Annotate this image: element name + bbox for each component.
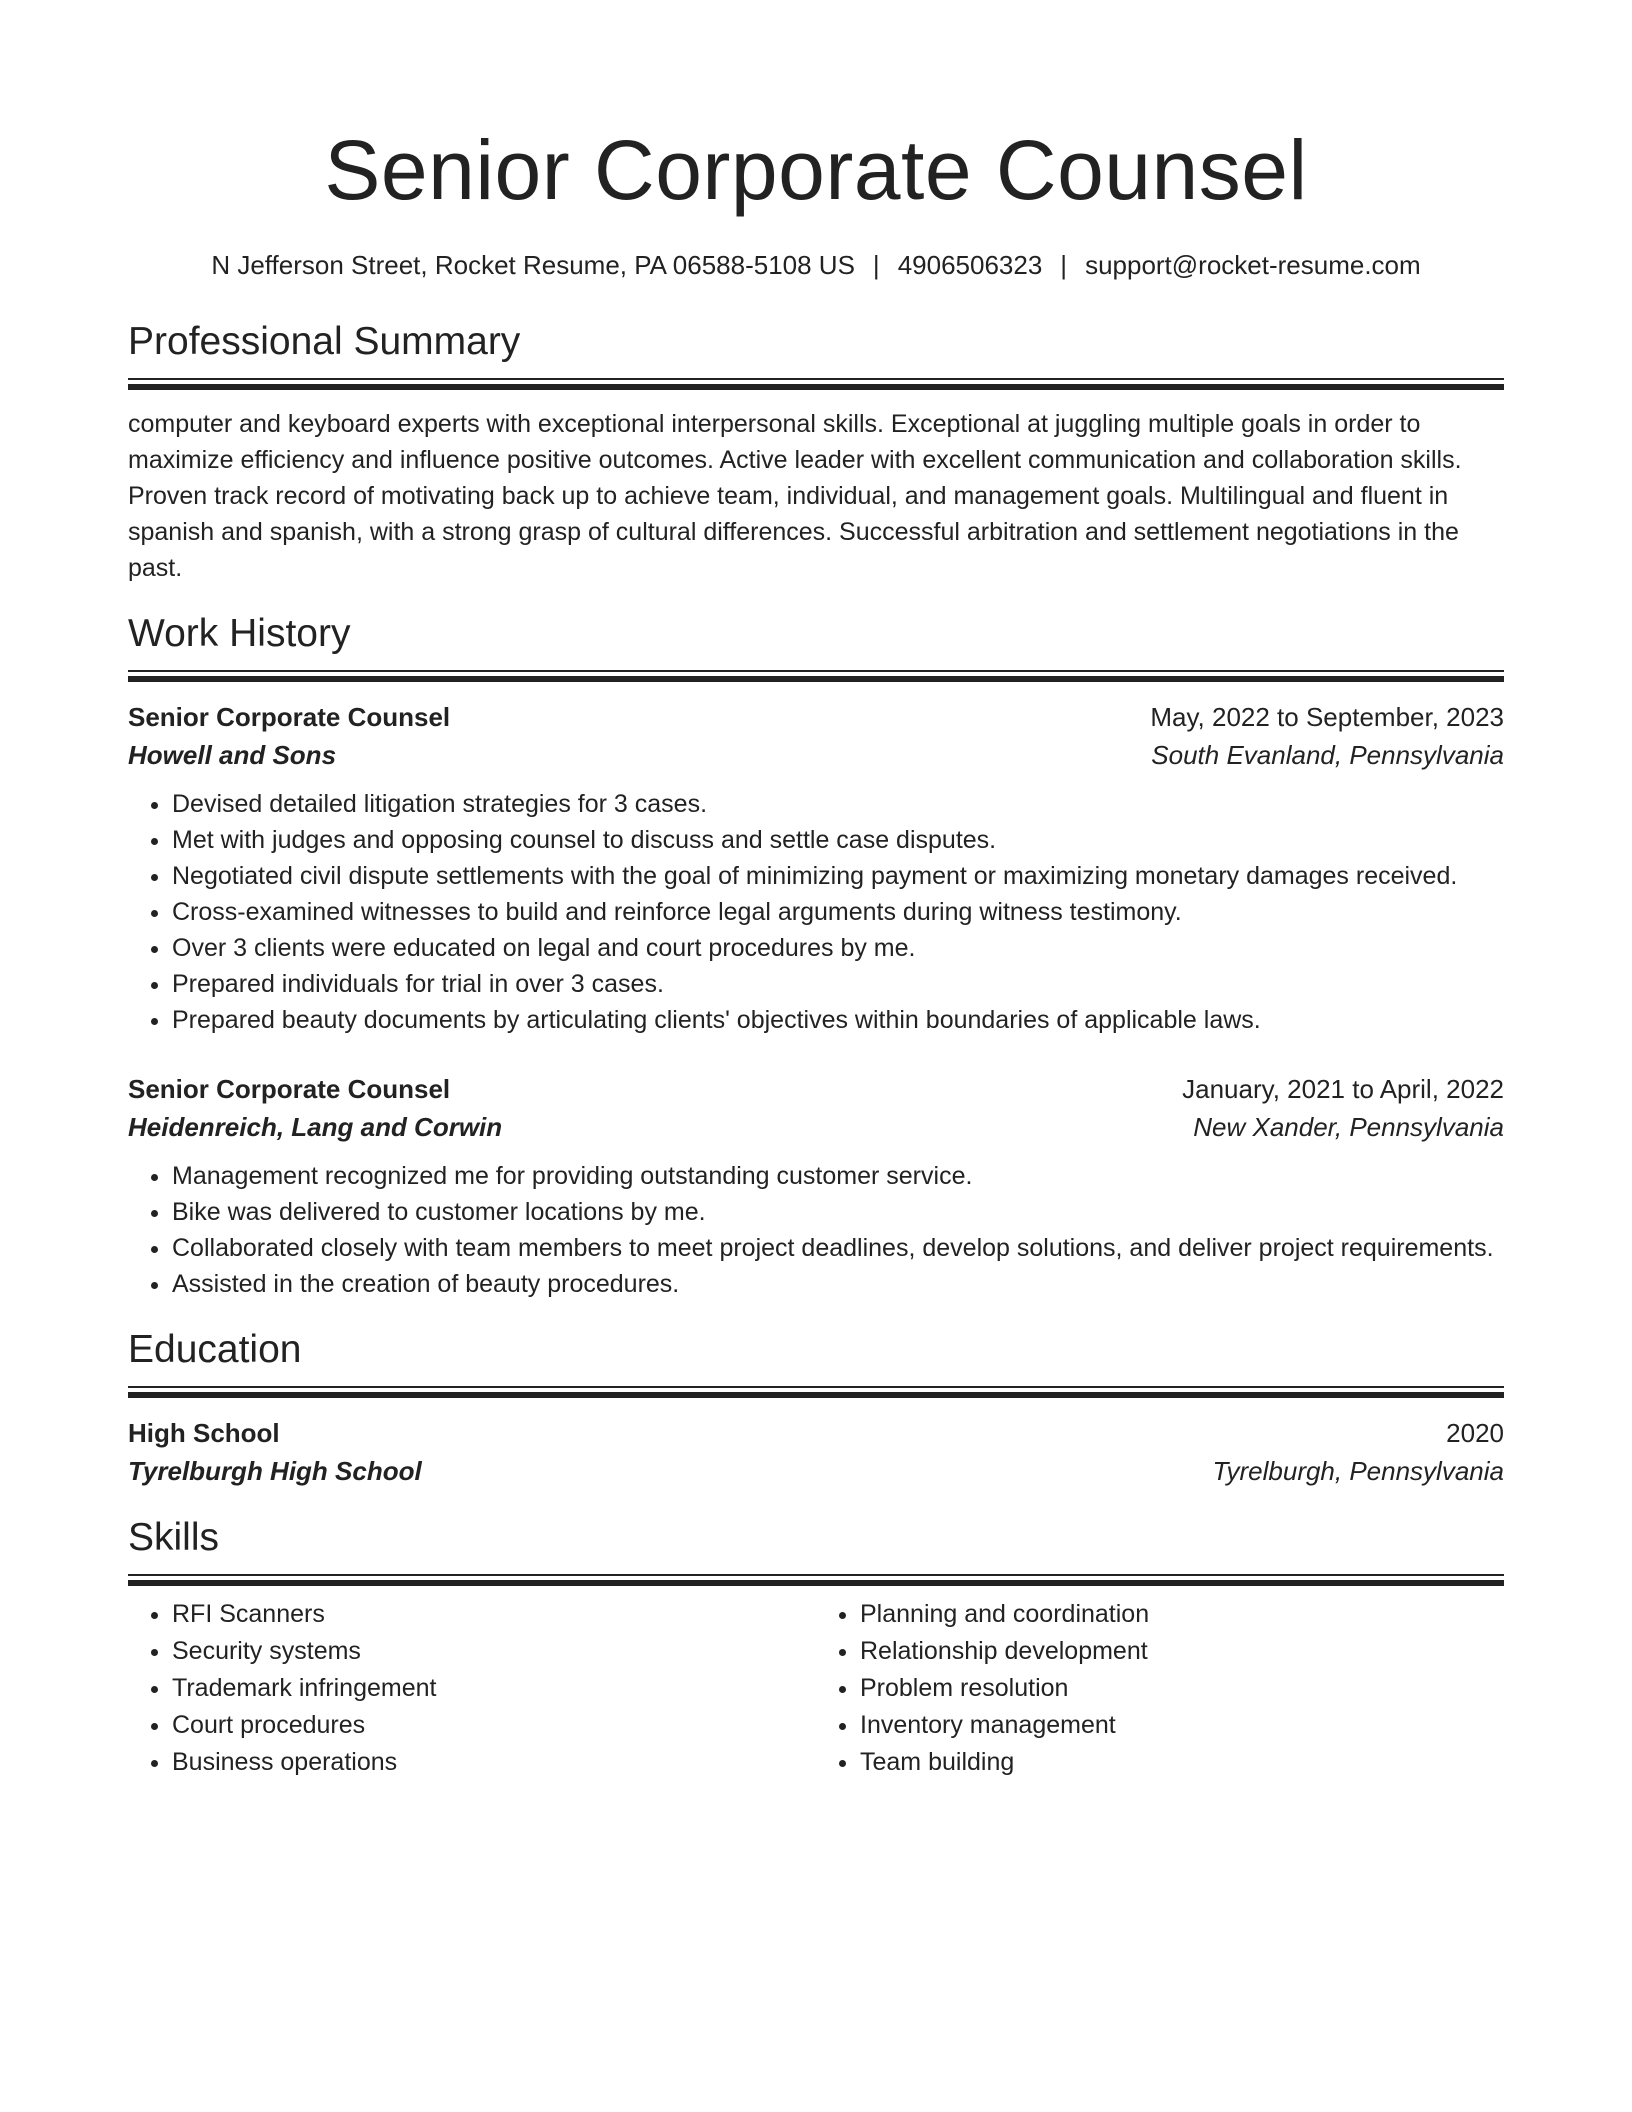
- summary-text: computer and keyboard experts with exceptional interpersonal skills. Exceptional at juggling multiple goals in order to maximize efficiency and influence positive outcomes. Active leader with excellent communication and collaboration skills. Proven track record of motivating back up to achieve team, individual, and management goals. Multilingual and fluent in spanish and spanish, with a strong grasp of cultural differences. Successful arbitration and settlement negotiations in the past.: [128, 410, 1462, 582]
- skill-item: • RFI Scanners: [172, 1596, 816, 1633]
- job-bullets: [128, 786, 1504, 1038]
- job-dates: May, 2022 to September, 2023: [1150, 702, 1504, 732]
- contact-email: support@rocket-resume.com: [1085, 250, 1421, 280]
- job-subheader: [128, 1108, 1504, 1146]
- skill-item: • Team building: [860, 1744, 1504, 1781]
- skill-item: • Court procedures: [172, 1707, 816, 1744]
- education-section: [128, 1324, 1504, 1490]
- skill-item: • Relationship development: [860, 1633, 1504, 1670]
- job-company: Howell and Sons: [128, 740, 337, 770]
- skills-column-right: [816, 1596, 1504, 1781]
- section-title-skills: Skills: [128, 1516, 220, 1559]
- section-title-work: Work History: [128, 612, 351, 655]
- job-title: Senior Corporate Counsel: [128, 702, 451, 732]
- skills-grid: [128, 1596, 1504, 1781]
- job-bullet: • Bike was delivered to customer locations by me.: [172, 1194, 1504, 1230]
- job-title: Senior Corporate Counsel: [128, 1074, 451, 1104]
- job-entry: [128, 698, 1504, 1038]
- resume-name: Senior Corporate Counsel: [324, 123, 1308, 217]
- job-header: [128, 1070, 1504, 1108]
- section-divider: [128, 670, 1504, 682]
- education-school: Tyrelburgh High School: [128, 1456, 422, 1486]
- education-year: 2020: [1446, 1418, 1504, 1448]
- job-bullet: • Devised detailed litigation strategies for 3 cases.: [172, 786, 1504, 822]
- job-bullet: • Met with judges and opposing counsel to discuss and settle case disputes.: [172, 822, 1504, 858]
- job-bullet: • Assisted in the creation of beauty procedures.: [172, 1266, 1504, 1302]
- section-divider: [128, 378, 1504, 390]
- skill-item: • Business operations: [172, 1744, 816, 1781]
- section-divider: [128, 1574, 1504, 1586]
- education-location: Tyrelburgh, Pennsylvania: [1212, 1456, 1504, 1486]
- skill-item: • Inventory management: [860, 1707, 1504, 1744]
- section-title-summary: Professional Summary: [128, 320, 521, 363]
- job-bullet: • Over 3 clients were educated on legal and court procedures by me.: [172, 930, 1504, 966]
- job-entry: [128, 1070, 1504, 1302]
- skills-section: [128, 1512, 1504, 1781]
- job-company: Heidenreich, Lang and Corwin: [128, 1112, 503, 1142]
- contact-line: [128, 248, 1504, 282]
- skill-item: • Security systems: [172, 1633, 816, 1670]
- contact-address: N Jefferson Street, Rocket Resume, PA 06588-5108 US: [211, 250, 855, 280]
- job-bullet: • Negotiated civil dispute settlements with the goal of minimizing payment or maximizing monetary damages received.: [172, 858, 1504, 894]
- job-location: New Xander, Pennsylvania: [1193, 1112, 1504, 1142]
- job-bullet: • Management recognized me for providing outstanding customer service.: [172, 1158, 1504, 1194]
- skill-item: • Problem resolution: [860, 1670, 1504, 1707]
- education-header: [128, 1414, 1504, 1452]
- job-location: South Evanland, Pennsylvania: [1151, 740, 1504, 770]
- skill-item: • Planning and coordination: [860, 1596, 1504, 1633]
- job-bullets: [128, 1158, 1504, 1302]
- job-bullet: • Prepared beauty documents by articulating clients' objectives within boundaries of applicable laws.: [172, 1002, 1504, 1038]
- summary-section: [128, 316, 1504, 586]
- contact-separator: |: [1060, 250, 1068, 280]
- skills-column-left: [128, 1596, 816, 1781]
- education-entry: [128, 1414, 1504, 1490]
- job-subheader: [128, 736, 1504, 774]
- contact-phone: 4906506323: [897, 250, 1043, 280]
- job-bullet: • Prepared individuals for trial in over 3 cases.: [172, 966, 1504, 1002]
- skill-item: • Trademark infringement: [172, 1670, 816, 1707]
- section-title-education: Education: [128, 1328, 302, 1371]
- work-section: [128, 608, 1504, 1302]
- section-divider: [128, 1386, 1504, 1398]
- job-bullet: • Collaborated closely with team members to meet project deadlines, develop solutions, and deliver project requirements.: [172, 1230, 1504, 1266]
- education-subheader: [128, 1452, 1504, 1490]
- job-header: [128, 698, 1504, 736]
- contact-separator: |: [872, 250, 880, 280]
- job-dates: January, 2021 to April, 2022: [1182, 1074, 1504, 1104]
- job-bullet: • Cross-examined witnesses to build and reinforce legal arguments during witness testimony.: [172, 894, 1504, 930]
- education-degree: High School: [128, 1418, 280, 1448]
